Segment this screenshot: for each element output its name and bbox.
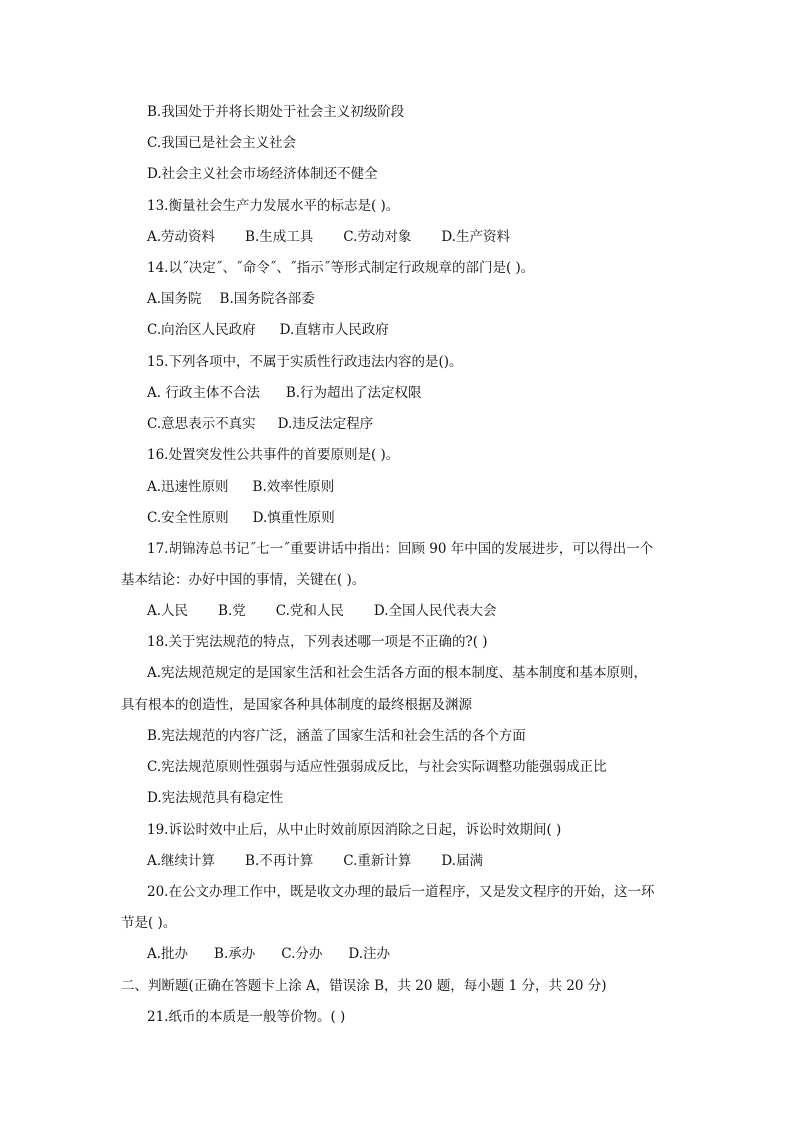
q13-options: [0, 226, 794, 248]
q15-option-b: B.行为超出了法定权限: [285, 385, 422, 401]
q15-option-a: A. 行政主体不合法: [147, 385, 260, 401]
q16-option-d: D.慎重性原则: [252, 510, 335, 526]
q15-options-row1: [0, 382, 794, 404]
q14-option-b: B.国务院各部委: [219, 291, 315, 307]
section-heading-true-false: 二、判断题(正确在答题卡上涂 A，错误涂 B，共 20 题，每小题 1 分，共 20 分): [121, 978, 607, 994]
q17-option-a: A.人民: [147, 603, 189, 619]
q16-option-c: C.安全性原则: [147, 510, 229, 526]
q15-options-row2: [0, 413, 794, 435]
q15-stem: 15.下列各项中，不属于实质性行政违法内容的是()。: [147, 354, 463, 370]
q14-stem: 14.以˝决定˝、˝命令˝、˝指示˝等形式制定行政规章的部门是( )。: [147, 260, 535, 276]
q19-option-b: B.不再计算: [245, 853, 314, 869]
q14-option-a: A.国务院: [147, 291, 202, 307]
q19-stem: 19.诉讼时效中止后，从中止时效前原因消除之日起，诉讼时效期间( ): [147, 822, 562, 838]
q20-stem-line2: 节是( )。: [121, 915, 177, 931]
q19-options: [0, 850, 794, 872]
q13-option-a: A.劳动资料: [147, 229, 216, 245]
q13-option-c: C.劳动对象: [343, 229, 412, 245]
q17-options: [0, 600, 794, 622]
q18-option-c: C.宪法规范原则性强弱与适应性强弱成反比，与社会实际调整功能强弱成正比: [147, 759, 607, 775]
q20-option-d: D.注办: [348, 946, 391, 962]
q18-option-b: B.宪法规范的内容广泛，涵盖了国家生活和社会生活的各个方面: [147, 728, 526, 744]
q20-option-a: A.批办: [147, 946, 189, 962]
q18-option-a-line2: 具有根本的创造性，是国家各种具体制度的最终根据及渊源: [121, 697, 472, 713]
q17-option-b: B.党: [218, 603, 246, 619]
q18-option-d: D.宪法规范具有稳定性: [147, 790, 284, 806]
q18-stem: 18.关于宪法规范的特点，下列表述哪一项是不正确的?( ): [147, 634, 488, 650]
q15-option-d: D.违反法定程序: [277, 416, 374, 432]
q15-option-c: C.意思表示不真实: [147, 416, 256, 432]
q14-option-c: C.向治区人民政府: [147, 322, 256, 338]
q17-stem-line1: 17.胡锦涛总书记˝七一˝重要讲话中指出：回顾 90 年中国的发展进步，可以得出一个: [147, 541, 654, 557]
q20-option-b: B.承办: [214, 946, 256, 962]
q13-stem: 13.衡量社会生产力发展水平的标志是( )。: [147, 198, 400, 214]
q14-options-row1: [0, 288, 794, 310]
q14-options-row2: [0, 319, 794, 341]
q16-option-a: A.迅速性原则: [147, 479, 229, 495]
q17-stem-line2: 基本结论：办好中国的事情，关键在( )。: [121, 572, 366, 588]
q16-option-b: B.效率性原则: [252, 479, 335, 495]
q18-option-a-line1: A.宪法规范规定的是国家生活和社会生活各方面的根本制度、基本制度和基本原则，: [147, 665, 648, 681]
q16-stem: 16.处置突发性公共事件的首要原则是( )。: [147, 447, 400, 463]
q12-option-b: B.我国处于并将长期处于社会主义初级阶段: [147, 104, 405, 120]
q20-stem-line1: 20.在公文办理工作中，既是收文办理的最后一道程序，又是发文程序的开始，这一环: [147, 884, 655, 900]
q12-option-c: C.我国已是社会主义社会: [147, 135, 297, 151]
q19-option-c: C.重新计算: [343, 853, 412, 869]
q13-option-d: D.生产资料: [441, 229, 511, 245]
q19-option-a: A.继续计算: [147, 853, 216, 869]
q19-option-d: D.届满: [441, 853, 484, 869]
q14-option-d: D.直辖市人民政府: [279, 322, 389, 338]
q16-options-row2: [0, 507, 794, 529]
q17-option-c: C.党和人民: [275, 603, 344, 619]
q20-option-c: C.分办: [281, 946, 323, 962]
q16-options-row1: [0, 476, 794, 498]
q12-option-d: D.社会主义社会市场经济体制还不健全: [147, 166, 378, 182]
q17-option-d: D.全国人民代表大会: [373, 603, 497, 619]
q20-options: [0, 943, 794, 965]
q13-option-b: B.生成工具: [245, 229, 314, 245]
q21-stem: 21.纸币的本质是一般等价物。( ): [147, 1009, 346, 1025]
